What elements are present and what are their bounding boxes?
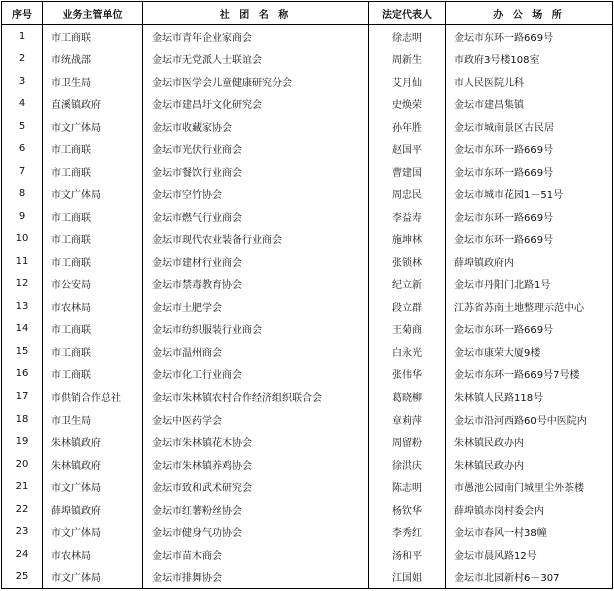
table-row (2, 160, 612, 183)
table-row (2, 273, 612, 296)
cell-office: 金坛市丹阳门北路1号 (445, 273, 612, 296)
cell-office: 金坛市城南景区古民居 (445, 115, 612, 138)
cell-unit: 市工商联 (42, 160, 142, 183)
cell-name: 金坛市建材行业商会 (142, 250, 368, 273)
cell-no: 21 (15, 481, 29, 493)
cell-unit: 市工商联 (42, 340, 142, 363)
cell-rep: 艾月仙 (368, 70, 445, 93)
cell-no: 22 (15, 503, 29, 515)
cell-unit: 薛埠镇政府 (42, 498, 142, 521)
cell-rep: 汤和平 (368, 543, 445, 566)
cell-name: 金坛市排舞协会 (142, 565, 368, 588)
cell-no: 18 (15, 413, 29, 425)
cell-unit: 朱林镇政府 (42, 453, 142, 476)
cell-no: 10 (15, 233, 29, 245)
cell-unit: 市工商联 (42, 363, 142, 386)
header-col-office: 办 公 场 所 (445, 2, 612, 24)
cell-no: 15 (15, 345, 29, 357)
header-col-rep: 法定代表人 (368, 2, 445, 24)
cell-unit: 市文广体局 (42, 565, 142, 588)
header-col-name: 社 团 名 称 (142, 2, 368, 24)
cell-name: 金坛市红薯粉丝协会 (142, 498, 368, 521)
cell-office: 金坛市东环一路669号 (445, 25, 612, 48)
cell-rep: 葛晓柳 (368, 385, 445, 408)
cell-no: 19 (15, 436, 29, 448)
cell-name: 金坛市无党派人士联谊会 (142, 48, 368, 71)
cell-name: 金坛市青年企业家商会 (142, 25, 368, 48)
table-row (2, 543, 612, 566)
cell-rep: 赵国平 (368, 138, 445, 161)
cell-name: 金坛市化工行业商会 (142, 363, 368, 386)
table-row (2, 228, 612, 251)
cell-name: 金坛市苗木商会 (142, 543, 368, 566)
associations-table (1, 1, 613, 589)
table-row (2, 408, 612, 431)
cell-rep: 白永光 (368, 340, 445, 363)
cell-rep: 纪立新 (368, 273, 445, 296)
cell-rep: 章莉萍 (368, 408, 445, 431)
cell-name: 金坛市空竹协会 (142, 183, 368, 206)
table-body (2, 25, 612, 588)
cell-no: 12 (15, 278, 29, 290)
cell-office: 江苏省苏南土地整理示范中心 (445, 295, 612, 318)
cell-no: 3 (18, 75, 26, 87)
cell-rep: 曹建国 (368, 160, 445, 183)
cell-no: 6 (18, 143, 26, 155)
cell-office: 金坛市东环一路669号 (445, 138, 612, 161)
table-row (2, 498, 612, 521)
cell-unit: 市卫生局 (42, 70, 142, 93)
cell-unit: 市工商联 (42, 25, 142, 48)
cell-office: 金坛市建昌集镇 (445, 93, 612, 116)
cell-rep: 周忠民 (368, 183, 445, 206)
header-col-unit: 业务主管单位 (42, 2, 142, 24)
cell-no: 11 (15, 255, 29, 267)
cell-office: 薛埠镇政府内 (445, 250, 612, 273)
cell-name: 金坛市现代农业装备行业商会 (142, 228, 368, 251)
table-row (2, 25, 612, 48)
table-row (2, 453, 612, 476)
cell-unit: 市供销合作总社 (42, 385, 142, 408)
cell-unit: 市工商联 (42, 205, 142, 228)
cell-office: 市愚池公园南门城里尘外茶楼 (445, 475, 612, 498)
cell-office: 金坛市北园新村6－307 (445, 565, 612, 588)
table-row (2, 93, 612, 116)
cell-rep: 徐志明 (368, 25, 445, 48)
cell-office: 金坛市晨风路12号 (445, 543, 612, 566)
table-row (2, 385, 612, 408)
table-row (2, 70, 612, 93)
cell-office: 市政府3号楼108室 (445, 48, 612, 71)
cell-rep: 段立群 (368, 295, 445, 318)
cell-name: 金坛市健身气功协会 (142, 520, 368, 543)
cell-no: 4 (18, 98, 26, 110)
header-col-no: 序号 (12, 9, 32, 21)
cell-rep: 施坤林 (368, 228, 445, 251)
cell-unit: 市文广体局 (42, 115, 142, 138)
table-row (2, 138, 612, 161)
table-row (2, 520, 612, 543)
cell-name: 金坛市朱林镇农村合作经济组织联合会 (142, 385, 368, 408)
cell-office: 朱林镇民政办内 (445, 453, 612, 476)
cell-name: 金坛市建昌圩文化研究会 (142, 93, 368, 116)
cell-unit: 市农林局 (42, 295, 142, 318)
cell-no: 25 (15, 571, 29, 583)
cell-unit: 市文广体局 (42, 520, 142, 543)
cell-rep: 孙年胜 (368, 115, 445, 138)
cell-name: 金坛市致和武术研究会 (142, 475, 368, 498)
cell-unit: 市公安局 (42, 273, 142, 296)
cell-name: 金坛市收藏家协会 (142, 115, 368, 138)
table-row (2, 115, 612, 138)
cell-rep: 徐洪庆 (368, 453, 445, 476)
cell-office: 金坛市康荣大厦9楼 (445, 340, 612, 363)
cell-rep: 杨钦华 (368, 498, 445, 521)
cell-no: 13 (15, 300, 29, 312)
table-row (2, 295, 612, 318)
cell-name: 金坛市温州商会 (142, 340, 368, 363)
cell-no: 16 (15, 368, 29, 380)
cell-no: 14 (15, 323, 29, 335)
cell-unit: 直溪镇政府 (42, 93, 142, 116)
cell-office: 朱林镇民政办内 (445, 430, 612, 453)
cell-rep: 周留粉 (368, 430, 445, 453)
cell-no: 20 (15, 458, 29, 470)
cell-name: 金坛市医学会儿童健康研究分会 (142, 70, 368, 93)
cell-name: 金坛市朱林镇花木协会 (142, 430, 368, 453)
cell-unit: 市工商联 (42, 250, 142, 273)
cell-rep: 王菊商 (368, 318, 445, 341)
table-row (2, 318, 612, 341)
table-header-row (2, 2, 612, 25)
table-row (2, 48, 612, 71)
cell-office: 金坛市东环一路669号 (445, 228, 612, 251)
cell-name: 金坛中医药学会 (142, 408, 368, 431)
cell-rep: 李益寿 (368, 205, 445, 228)
table-row (2, 363, 612, 386)
cell-name: 金坛市纺织服装行业商会 (142, 318, 368, 341)
table-row (2, 340, 612, 363)
cell-no: 8 (18, 188, 26, 200)
table-row (2, 250, 612, 273)
cell-name: 金坛市光伏行业商会 (142, 138, 368, 161)
cell-unit: 市文广体局 (42, 475, 142, 498)
cell-no: 7 (18, 165, 26, 177)
cell-rep: 张锁林 (368, 250, 445, 273)
cell-no: 2 (18, 53, 26, 65)
table-row (2, 475, 612, 498)
cell-office: 金坛市春风一村38幢 (445, 520, 612, 543)
cell-unit: 市卫生局 (42, 408, 142, 431)
cell-rep: 江国姐 (368, 565, 445, 588)
cell-office: 金坛市东环一路669号 (445, 318, 612, 341)
table-row (2, 430, 612, 453)
cell-no: 9 (18, 210, 26, 222)
cell-office: 金坛市东环一路669号7号楼 (445, 363, 612, 386)
cell-no: 17 (15, 391, 29, 402)
cell-name: 金坛市餐饮行业商会 (142, 160, 368, 183)
cell-rep: 陈志明 (368, 475, 445, 498)
cell-office: 金坛市东环一路669号 (445, 160, 612, 183)
cell-unit: 市工商联 (42, 228, 142, 251)
cell-office: 薛埠镇赤岗村委会内 (445, 498, 612, 521)
cell-office: 金坛市城市花园1－51号 (445, 183, 612, 206)
cell-unit: 市工商联 (42, 138, 142, 161)
cell-no: 23 (15, 526, 29, 538)
cell-office: 朱林镇人民路118号 (445, 385, 612, 408)
cell-office: 市人民医院儿科 (445, 70, 612, 93)
table-row (2, 183, 612, 206)
cell-unit: 市工商联 (42, 318, 142, 341)
cell-name: 金坛市燃气行业商会 (142, 205, 368, 228)
cell-unit: 市统战部 (42, 48, 142, 71)
cell-unit: 朱林镇政府 (42, 430, 142, 453)
cell-no: 1 (18, 30, 26, 42)
table-row (2, 205, 612, 228)
cell-rep: 周新生 (368, 48, 445, 71)
cell-unit: 市文广体局 (42, 183, 142, 206)
cell-rep: 史焕荣 (368, 93, 445, 116)
cell-office: 金坛市东环一路669号 (445, 205, 612, 228)
cell-name: 金坛市禁毒教育协会 (142, 273, 368, 296)
cell-name: 金坛市土肥学会 (142, 295, 368, 318)
cell-name: 金坛市朱林镇养鸡协会 (142, 453, 368, 476)
cell-no: 5 (18, 120, 26, 132)
cell-no: 24 (15, 548, 29, 560)
cell-office: 金坛市沿河西路60号中医院内 (445, 408, 612, 431)
cell-unit: 市农林局 (42, 543, 142, 566)
cell-rep: 李秀红 (368, 520, 445, 543)
cell-rep: 张伟华 (368, 363, 445, 386)
table-row (2, 565, 612, 588)
